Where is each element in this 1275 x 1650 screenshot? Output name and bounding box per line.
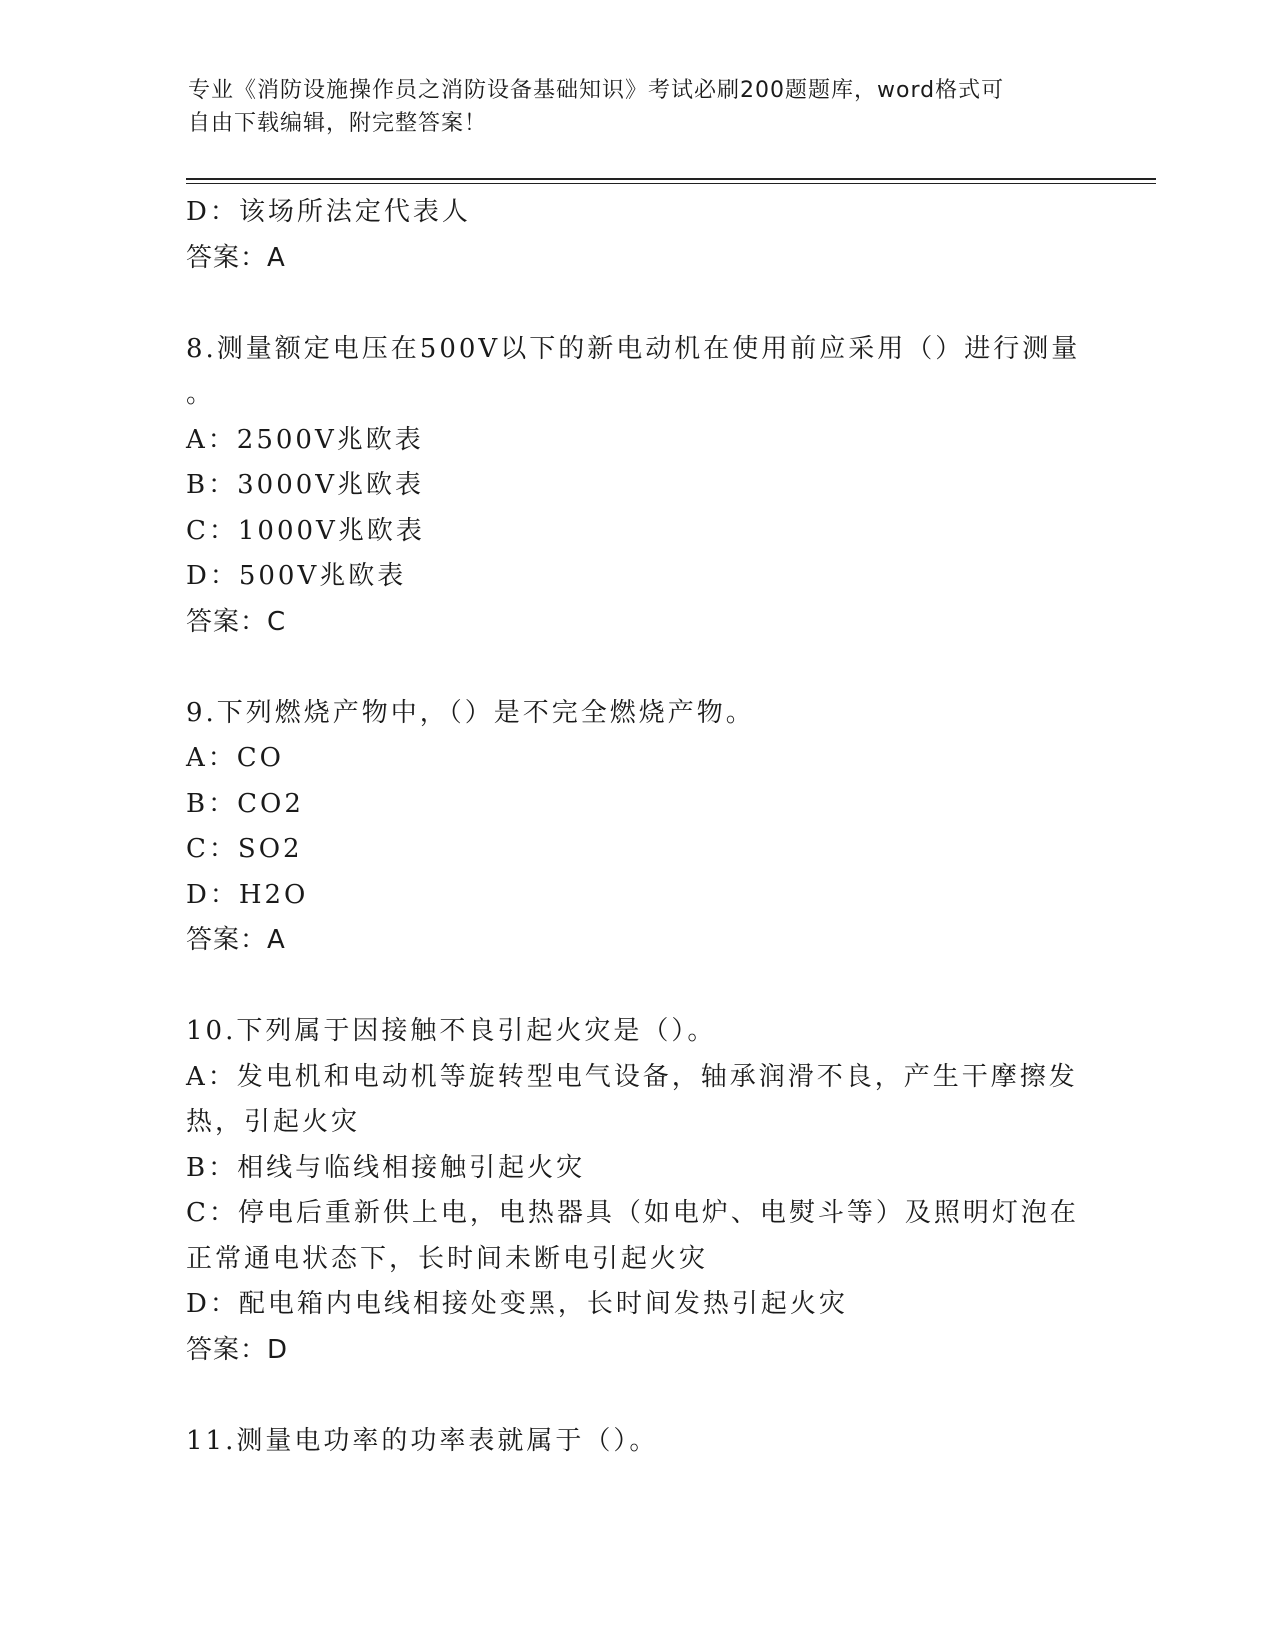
question-stem-continued: 。 xyxy=(186,379,216,409)
option-a: A：CO xyxy=(186,743,284,773)
question-stem: 8.测量额定电压在500V以下的新电动机在使用前应采用（）进行测量 xyxy=(186,333,1081,364)
question-11 xyxy=(186,1419,1086,1465)
option-c-continued: 正常通电状态下，长时间未断电引起火灾 xyxy=(186,1243,709,1274)
option-b: B：相线与临线相接触引起火灾 xyxy=(186,1152,586,1183)
header-title-line-2: 自由下载编辑，附完整答案！ xyxy=(188,111,488,136)
option-b: B：3000V兆欧表 xyxy=(186,470,425,500)
option-a: A：发电机和电动机等旋转型电气设备，轴承润滑不良，产生干摩擦发 xyxy=(186,1061,1078,1092)
spacer xyxy=(186,964,1086,1010)
question-stem: 11.测量电功率的功率表就属于（）。 xyxy=(186,1425,659,1456)
header-divider xyxy=(186,178,1156,184)
option-c: C：停电后重新供上电，电热器具（如电炉、电熨斗等）及照明灯泡在 xyxy=(186,1198,1079,1228)
option-b: B：CO2 xyxy=(186,788,304,819)
option-d: D：该场所法定代表人 xyxy=(186,197,471,227)
spacer xyxy=(186,645,1086,691)
option-d: D：500V兆欧表 xyxy=(186,561,407,591)
question-stem: 10.下列属于因接触不良引起火灾是（）。 xyxy=(186,1016,717,1046)
header-title-line-1: 专业《消防设施操作员之消防设备基础知识》考试必刷200题题库，word格式可 xyxy=(188,78,1005,103)
answer-label: 答案：D xyxy=(186,1334,289,1365)
question-7-tail xyxy=(186,190,1086,281)
answer-label: 答案：C xyxy=(186,606,287,637)
question-10 xyxy=(186,1009,1086,1373)
question-9 xyxy=(186,691,1086,964)
question-8 xyxy=(186,327,1086,646)
question-list xyxy=(186,190,1086,1464)
question-stem: 9.下列燃烧产物中，（）是不完全燃烧产物。 xyxy=(186,697,755,728)
option-a-continued: 热，引起火灾 xyxy=(186,1107,361,1137)
option-c: C：SO2 xyxy=(186,834,303,864)
spacer xyxy=(186,281,1086,327)
answer-label: 答案：A xyxy=(186,242,286,273)
spacer xyxy=(186,1373,1086,1419)
option-c: C：1000V兆欧表 xyxy=(186,515,425,546)
option-a: A：2500V兆欧表 xyxy=(186,424,424,455)
option-d: D：H2O xyxy=(186,879,309,910)
option-d: D：配电箱内电线相接处变黑，长时间发热引起火灾 xyxy=(186,1289,848,1319)
document-header xyxy=(188,74,1088,140)
answer-label: 答案：A xyxy=(186,925,286,955)
